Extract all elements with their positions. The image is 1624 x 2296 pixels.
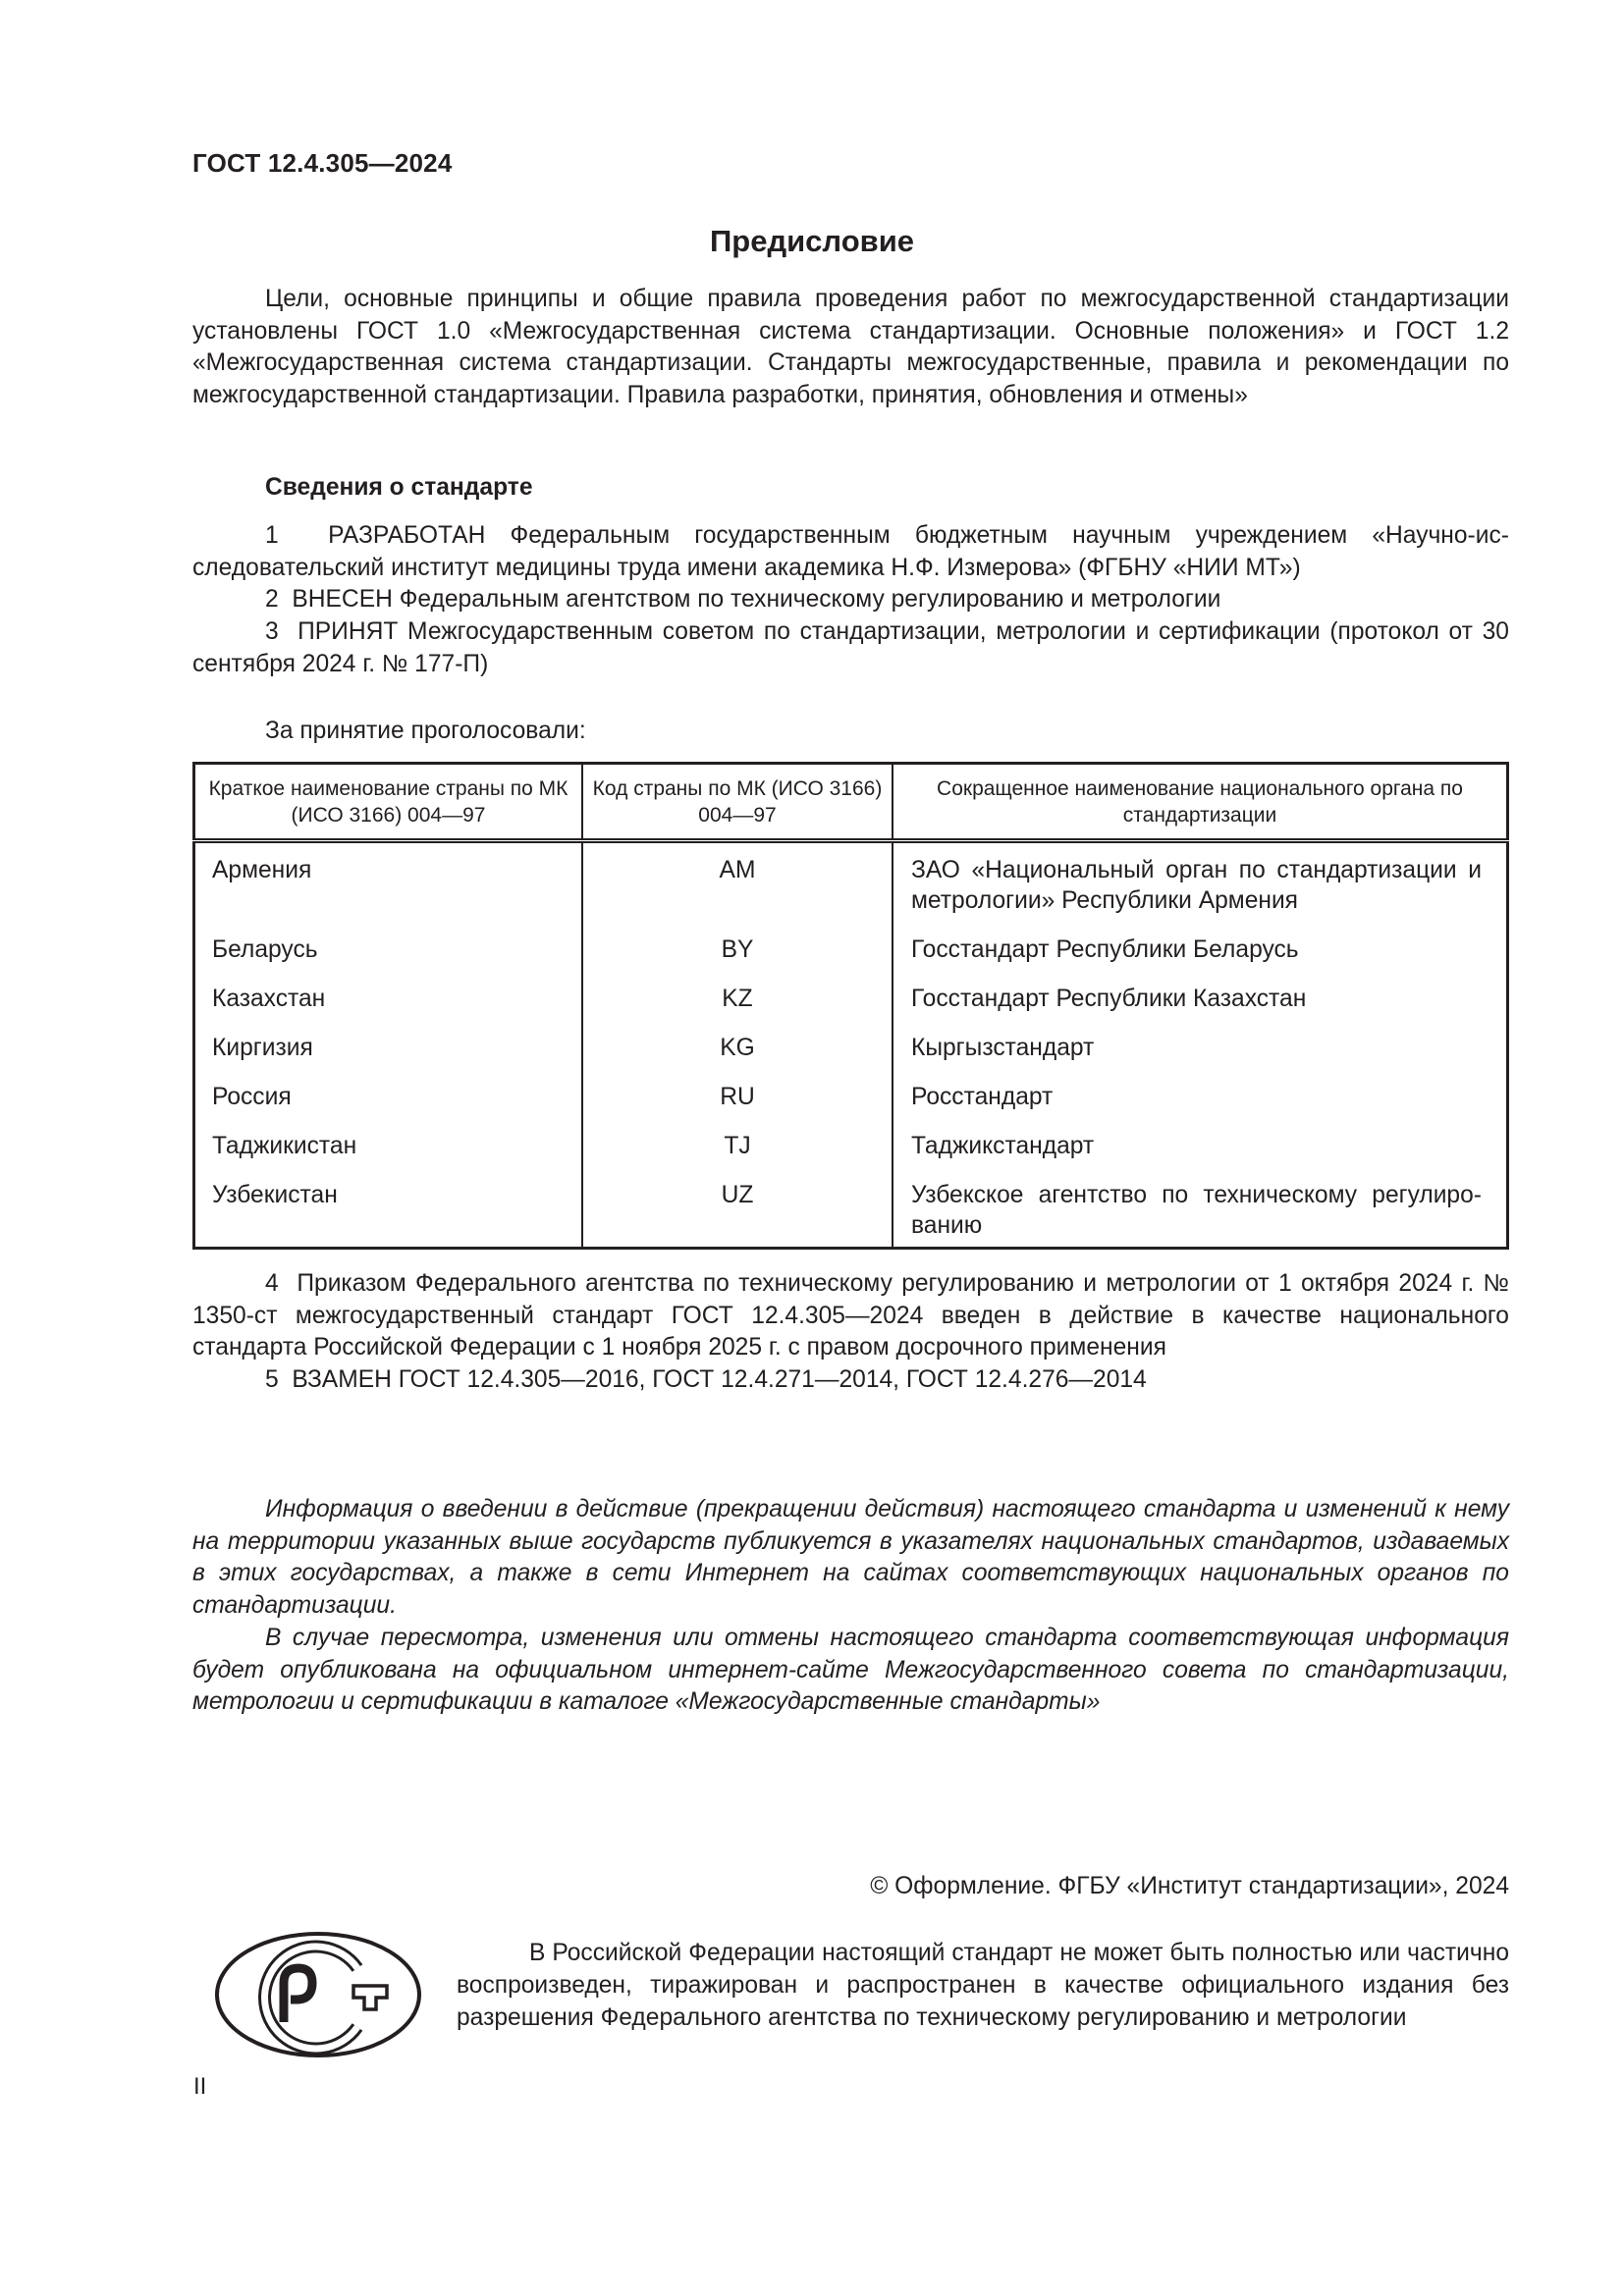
notice-paragraph-2: В случае пересмотра, изменения или отмены настоящего стандарта соответствующая информация будет опубликована на официальном интернет-сайте Межгосударственного совета по стандартизации, метрологии и сертификации в каталоге «Межгосударственные стандарты»: [192, 1624, 1509, 1716]
cell-code: KZ: [582, 984, 893, 1033]
table-row: [194, 841, 1508, 935]
cell-body: Госстандарт Республики Казахстан: [893, 984, 1508, 1033]
cell-code: AM: [582, 841, 893, 935]
voting-table: [192, 762, 1509, 1250]
cell-country: Таджикистан: [212, 1133, 357, 1159]
notice-block: [192, 1494, 1509, 1719]
page-title: Предисловие: [709, 224, 914, 258]
column-header-body: Сокращенное наименование национального органа по стандартизации: [893, 764, 1508, 841]
cell-country: Казахстан: [212, 986, 326, 1012]
cell-body: Кыргызстандарт: [893, 1033, 1508, 1082]
cell-code: UZ: [582, 1180, 893, 1249]
cell-code: BY: [582, 934, 893, 984]
table-row: [194, 1180, 1508, 1249]
cell-country: Армения: [212, 857, 312, 883]
document-code: ГОСТ 12.4.305—2024: [192, 148, 453, 178]
intro-text: Цели, основные принципы и общие правила проведения работ по межгосударственной стандартизации установлены ГОСТ 1.0 «Межгосударственная система стандартизации. Основные положения» и ГОСТ 1.2 «Межгосударственная система стандартизации. Стандарты межгосударственные, правила и рекомендации по межгосударственной стандартизации. Правила разработки, принятия, обновления и отмены»: [192, 286, 1509, 409]
table-row: [194, 934, 1508, 984]
table-row: [194, 1082, 1508, 1131]
notice-paragraph-1: Информация о введении в действие (прекращении действия) настоящего стандарта и изменений к нему на территории указанных выше государств публикуется в указателях национальных стандартов, издаваемых в этих государствах, а также в сети Интернет на сайтах соответствующих национальных органов по стандартизации.: [192, 1496, 1509, 1620]
table-row: [194, 984, 1508, 1033]
column-header-code: Код страны по МК (ИСО 3166) 004—97: [582, 764, 893, 841]
cell-country: Узбекистан: [212, 1182, 338, 1208]
cell-code: KG: [582, 1033, 893, 1082]
info-item-3: 3 ПРИНЯТ Межгосударственным советом по стандартизации, метрологии и сертификации (протокол от 30 сентября 2024 г. № 177-П): [192, 618, 1509, 677]
cell-body: Таджикстандарт: [893, 1131, 1508, 1180]
copyright-notice: © Оформление. ФГБУ «Институт стандартизации», 2024: [870, 1873, 1509, 1899]
legal-notice: [457, 1937, 1509, 2034]
intro-paragraph: [192, 284, 1509, 412]
cell-body: Росстандарт: [893, 1082, 1508, 1131]
cell-code: RU: [582, 1082, 893, 1131]
cell-body: Узбекское агентство по техническому регулированию: [893, 1180, 1508, 1249]
cell-body: Госстандарт Республики Беларусь: [893, 934, 1508, 984]
info-item-1: 1 РАЗРАБОТАН Федеральным государственным бюджетным научным учреждением «Научно-исследовательский институт медицины труда имени академика Н.Ф. Измерова» (ФГБНУ «НИИ МТ»): [192, 522, 1509, 581]
standard-info-heading: Сведения о стандарте: [265, 474, 533, 501]
table-header-row: [194, 764, 1508, 841]
cell-country: Киргизия: [212, 1035, 313, 1061]
cell-code: TJ: [582, 1131, 893, 1180]
info-item-2: 2 ВНЕСЕН Федеральным агентством по техническому регулированию и метрологии: [265, 586, 1221, 614]
info-item-5: 5 ВЗАМЕН ГОСТ 12.4.305—2016, ГОСТ 12.4.271—2014, ГОСТ 12.4.276—2014: [265, 1366, 1147, 1394]
table-row: [194, 1131, 1508, 1180]
cell-country: Россия: [212, 1084, 292, 1110]
column-header-country: Краткое наименование страны по МК (ИСО 3166) 004—97: [194, 764, 583, 841]
cell-body: ЗАО «Национальный орган по стандартизации и метрологии» Республики Армения: [893, 841, 1508, 935]
legal-text: В Российской Федерации настоящий стандарт не может быть полностью или частично воспроизведен, тиражирован и распространен в качестве официального издания без разрешения Федерального агентства по техническому регулированию и метрологии: [457, 1940, 1509, 2031]
cell-country: Беларусь: [212, 936, 318, 963]
enactment-list: [192, 1268, 1509, 1397]
table-row: [194, 1033, 1508, 1082]
standard-info-list: [192, 520, 1509, 681]
rst-logo-icon: [210, 1929, 426, 2061]
page-number: II: [193, 2073, 207, 2100]
voting-label: За принятие проголосовали:: [265, 718, 586, 744]
info-item-4: 4 Приказом Федерального агентства по техническому регулированию и метрологии от 1 октября 2024 г. № 1350-ст межгосударственный стандарт ГОСТ 12.4.305—2024 введен в действие в качестве национального стандарта Российской Федерации с 1 ноября 2025 г. с правом досрочного применения: [192, 1270, 1509, 1362]
